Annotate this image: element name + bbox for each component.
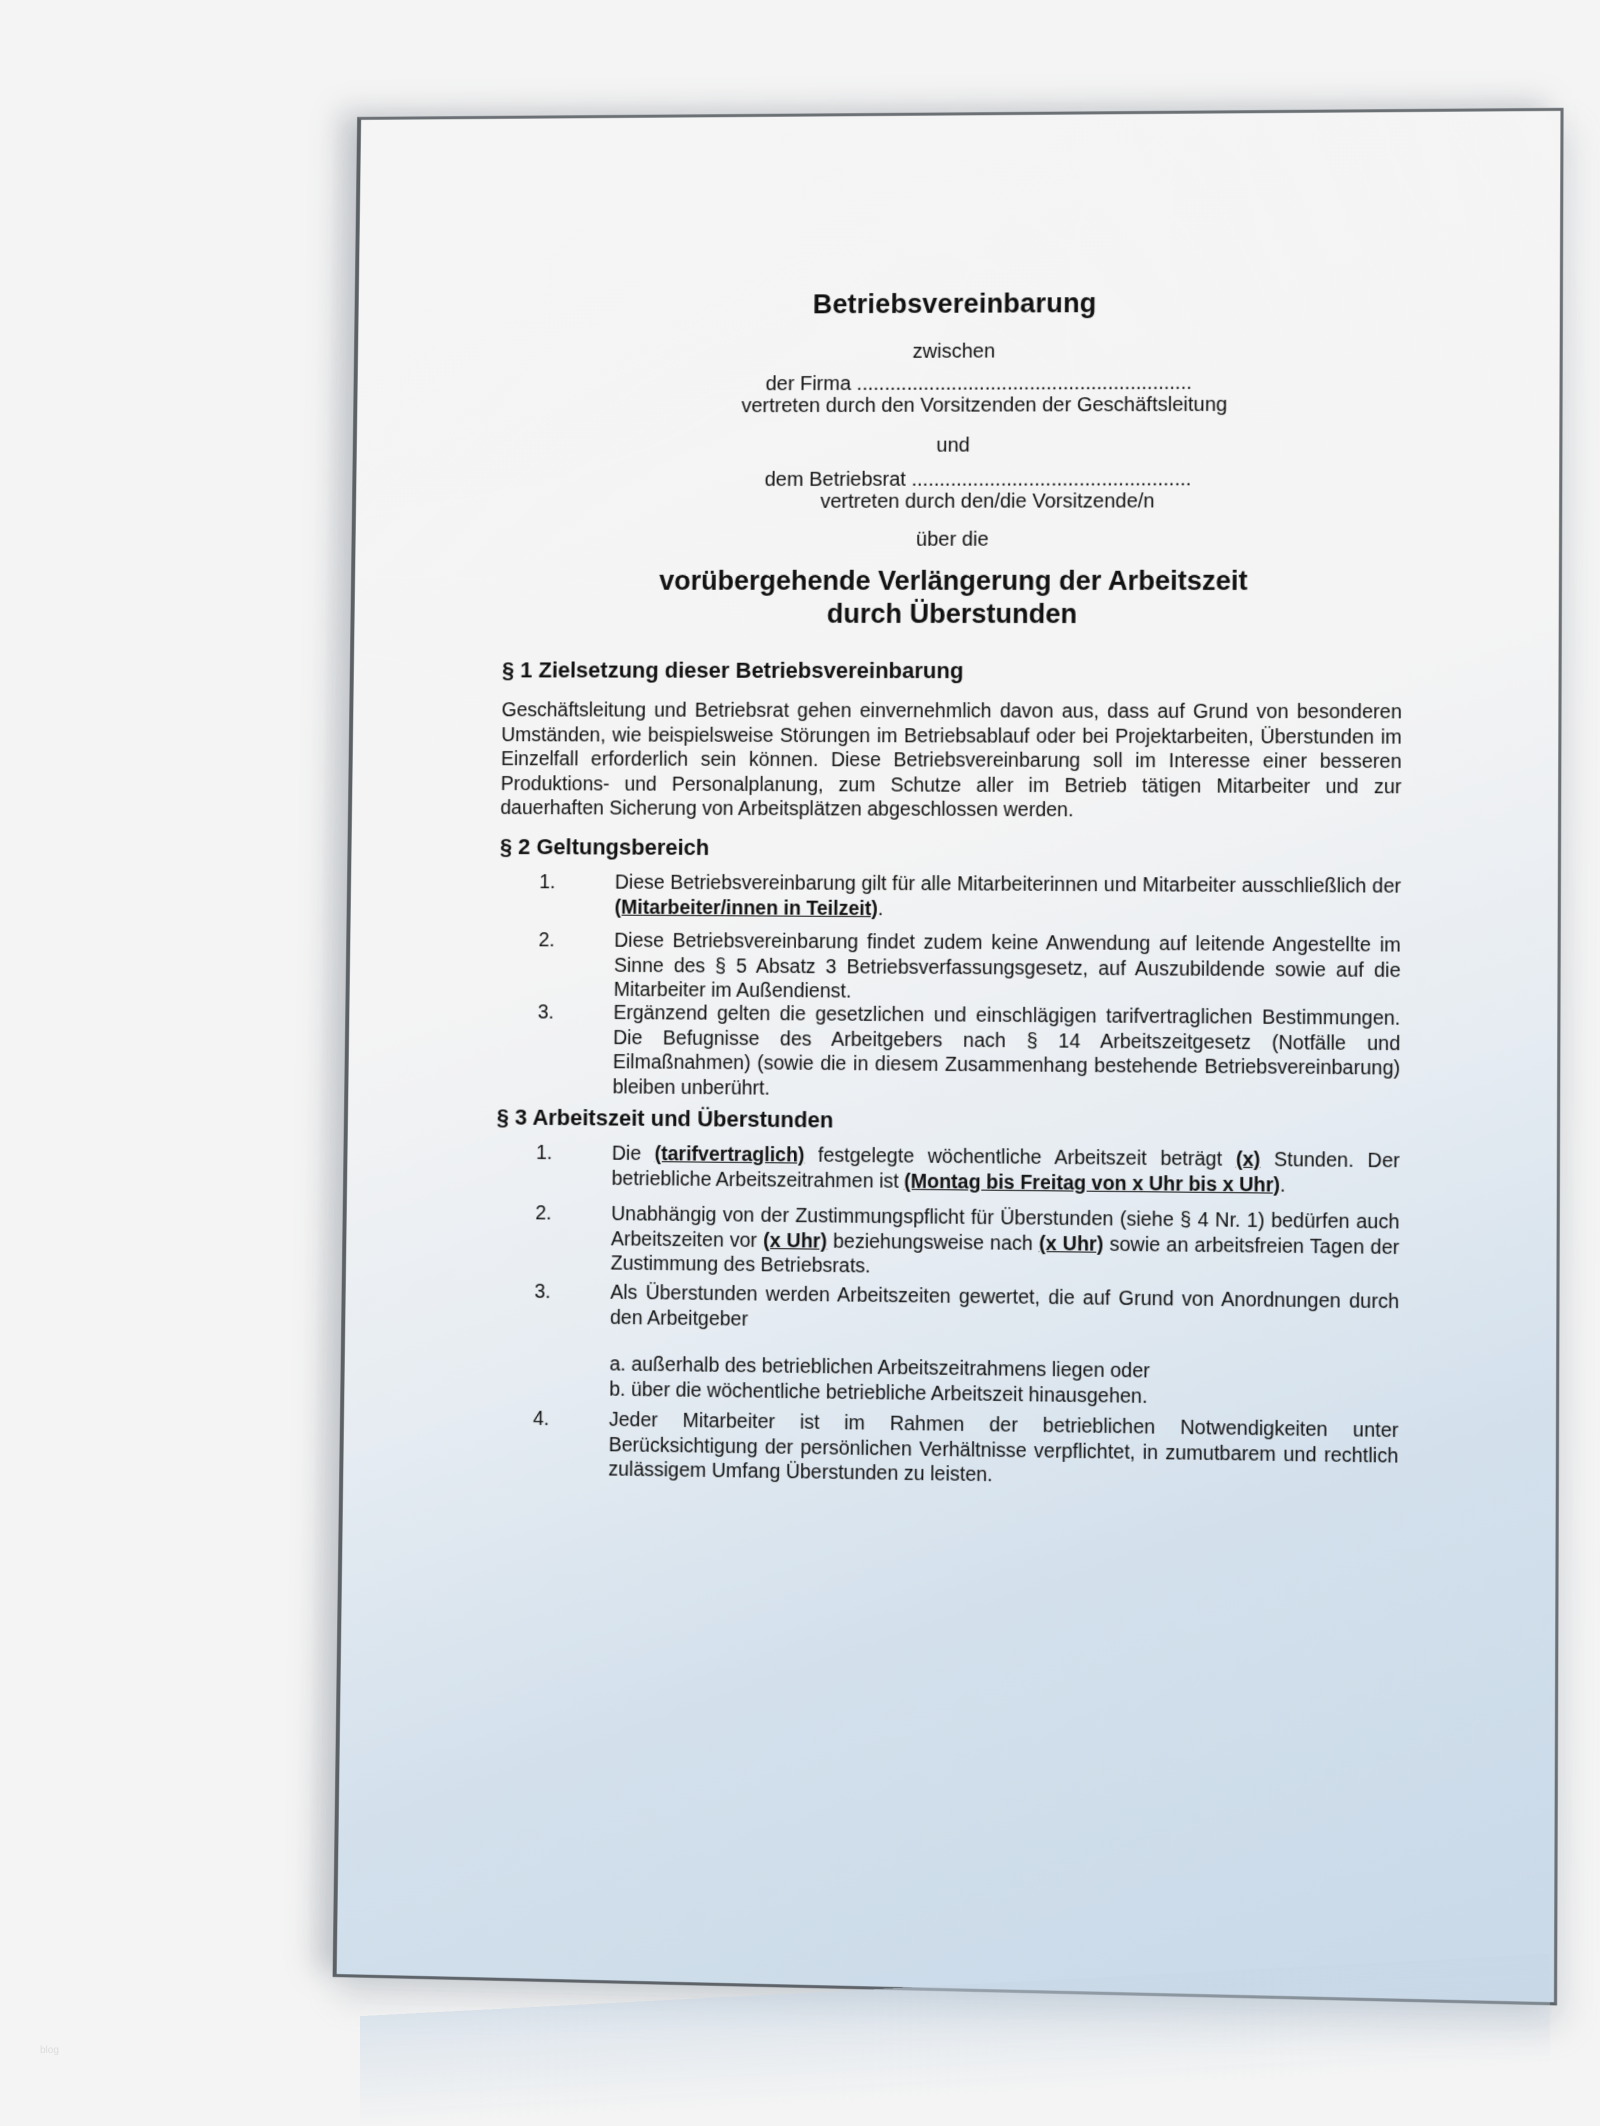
list-text	[611, 1142, 1399, 1199]
list-number: 4.	[532, 1407, 550, 1431]
between-label: zwischen	[912, 340, 996, 363]
placeholder-field: (x Uhr)	[763, 1229, 828, 1253]
text-segment: .	[1279, 1173, 1286, 1197]
text-segment: Diese Betriebsvereinbarung gilt für alle Mitarbeiterinnen und Mitarbeiter ausschließlich der	[614, 871, 1402, 898]
text-segment: Stunden. Der betriebliche Arbeitszeitrahmen ist	[611, 1148, 1400, 1193]
and-label: und	[936, 434, 970, 457]
placeholder-field: (tarifvertraglich)	[654, 1142, 805, 1167]
sub-item-a: a. außerhalb des betrieblichen Arbeitszeitrahmens liegen oder	[609, 1353, 1150, 1383]
text-segment: festgelegte wöchentliche Arbeitszeit beträgt	[804, 1144, 1236, 1171]
party2-works-council-line: dem Betriebsrat ..................................................	[764, 468, 1192, 491]
document-content	[496, 112, 1410, 1487]
text-segment: Die	[611, 1142, 655, 1166]
section-3-item-1	[536, 1141, 1400, 1199]
text-segment: sowie an arbeitsfreien Tagen der Zustimmung des Betriebsrats.	[610, 1232, 1400, 1278]
section-2-item-1	[539, 870, 1401, 924]
text-segment: Unabhängig von der Zustimmungspflicht für Überstunden (siehe § 4 Nr. 1) bedürfen auch Arbeitszeiten vor	[610, 1202, 1400, 1252]
list-number: 1.	[539, 871, 556, 894]
list-text: Diese Betriebsvereinbarung findet zudem keine Anwendung auf leitende Angestellte im Sinne des § 5 Absatz 3 Betriebsverfassungsgesetz, auf Auszubildende sowie auf die Mitarbeiter im Außendienst.	[613, 929, 1401, 1003]
list-number: 3.	[537, 1001, 555, 1024]
placeholder-field: (x)	[1235, 1148, 1261, 1172]
list-number: 2.	[538, 929, 555, 952]
list-text	[611, 1202, 1400, 1285]
placeholder-field: (Montag bis Freitag von x Uhr bis x Uhr)	[904, 1170, 1281, 1197]
section-2-heading: § 2 Geltungsbereich	[499, 834, 710, 860]
text-segment: Als Überstunden werden Arbeitszeiten gewertet, die auf Grund von Anordnungen durch den Arbeitgeber	[609, 1281, 1400, 1331]
document-subtitle	[503, 565, 1408, 632]
list-number: 3.	[534, 1280, 551, 1304]
section-2-item-2	[538, 928, 1401, 1008]
party1-representative: vertreten durch den Vorsitzenden der Geschäftsleitung	[741, 393, 1228, 418]
list-text: Jeder Mitarbeiter ist im Rahmen der betrieblichen Notwendigkeiten unter Berücksichtigung der persönlichen Verhältnisse verpflichtet, in zumutbarem und rechtlich zulässigem Umfang Überstunden zu leisten.	[608, 1408, 1399, 1487]
sub-item-b: b. über die wöchentliche betriebliche Arbeitszeit hinausgehen.	[609, 1377, 1148, 1408]
document-page	[333, 108, 1564, 2006]
placeholder-field: (Mitarbeiter/innen in Teilzeit)	[614, 896, 878, 920]
section-3-item-3	[533, 1280, 1399, 1413]
section-3-heading: § 3 Arbeitszeit und Überstunden	[496, 1104, 834, 1133]
section-1-paragraph: Geschäftsleitung und Betriebsrat gehen einvernehmlich davon aus, dass auf Grund von besonderen Umständen, wie beispielsweise Störungen im Betriebsablauf oder bei Projektarbeiten, Überstunden im Einzelfall erforderlich sein können. Diese Betriebsvereinbarung soll im Interesse einer besseren Produktions- und Personalplanung, zum Schutze aller im Betrieb tätigen Mitarbeiter und zur dauerhaften Sicherung von Arbeitsplätzen abgeschlossen werden.	[500, 699, 1402, 822]
subtitle-line-2: durch Überstunden	[826, 598, 1078, 630]
list-text	[609, 1281, 1399, 1413]
about-label: über die	[915, 528, 989, 551]
section-1-heading: § 1 Zielsetzung dieser Betriebsvereinbarung	[501, 657, 964, 684]
section-2-item-3	[537, 1000, 1401, 1106]
list-number: 2.	[535, 1202, 552, 1225]
text-segment: .	[877, 897, 884, 920]
watermark: blog	[40, 2045, 59, 2056]
list-text: Ergänzend gelten die gesetzlichen und einschlägigen tarifvertraglichen Bestimmungen. Die Befugnisse des Arbeitgebers nach § 14 Arbeitszeitgesetz (Notfälle und Eilmaßnahmen) (sowie die in diesem Zusammenhang bestehende Betriebsvereinbarung) bleiben unberührt.	[612, 1001, 1401, 1100]
list-number: 1.	[535, 1141, 553, 1165]
placeholder-field: (x Uhr)	[1038, 1232, 1104, 1256]
party2-representative: vertreten durch den/die Vorsitzende/n	[820, 490, 1155, 513]
section-3-item-4	[532, 1407, 1398, 1494]
document-title: Betriebsvereinbarung	[812, 288, 1097, 320]
section-3-item-2	[535, 1201, 1400, 1285]
subtitle-line-1: vorübergehende Verlängerung der Arbeitszeit	[659, 565, 1248, 596]
text-segment: beziehungsweise nach	[826, 1229, 1040, 1255]
list-text	[614, 871, 1401, 925]
party1-company-line: der Firma ............................................................	[765, 371, 1192, 396]
